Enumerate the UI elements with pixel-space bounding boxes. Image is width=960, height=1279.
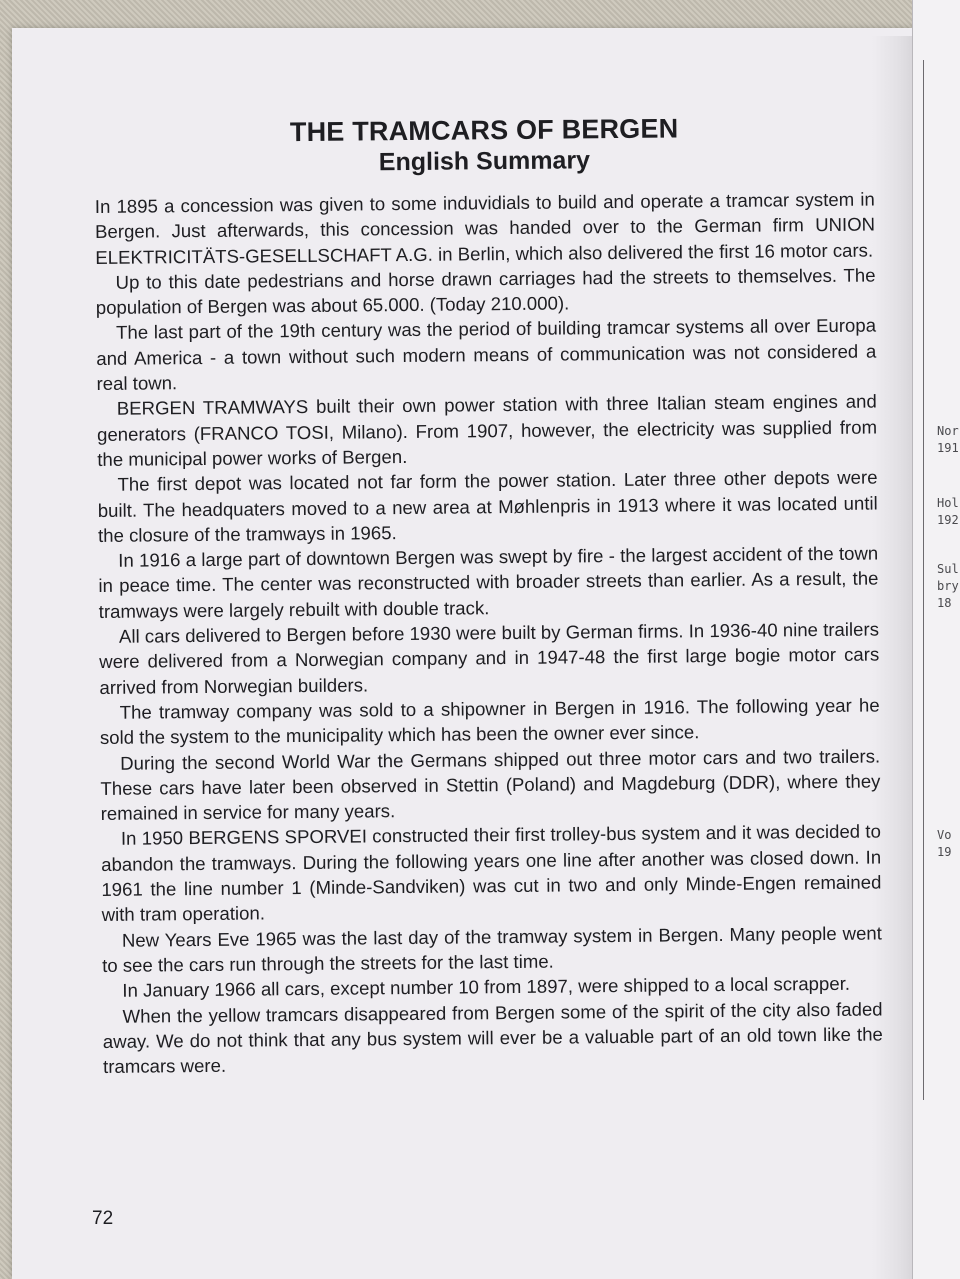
adjacent-page-fragment: Vo <box>937 828 952 842</box>
adjacent-page <box>912 0 960 1279</box>
body-paragraph: In January 1966 all cars, except number 10 from 1897, were shipped to a local scrapper. <box>122 972 851 1001</box>
body-paragraph: During the second World War the Germans shipped out three motor cars and two trailers. These cars have later been observed in Stettin (Poland) and Magdeburg (DDR), where they remained in service for many years. <box>100 745 881 825</box>
adjacent-page-fragment: bry <box>937 579 959 593</box>
body-paragraph: BERGEN TRAMWAYS built their own power station with three Italian steam engines and generators (FRANCO TOSI, Milano). From 1907, however, the electricity was supplied from the municipal power works of Bergen. <box>96 390 878 470</box>
body-paragraph: New Years Eve 1965 was the last day of the tramway system in Bergen. Many people went to see the cars run through the streets for the last time. <box>102 922 882 976</box>
body-paragraph: All cars delivered to Bergen before 1930 were built by German firms. In 1936-40 nine trailers were delivered from a Norwegian company and in 1947-48 the first large bogie motor cars arrived from Norwegian builders. <box>99 618 880 698</box>
body-paragraph: In 1950 BERGENS SPORVEI constructed their first trolley-bus system and it was decided to abandon the tramways. During the following years one line after another was closed down. In 1961 the line number 1 (Minde-Sandviken) was cut in two and only Minde-Engen remained with tram operation. <box>101 820 882 926</box>
page-content <box>94 111 883 1080</box>
adjacent-page-fragment: Sul <box>937 562 959 576</box>
adjacent-page-rule <box>923 60 924 960</box>
adjacent-page-fragment: 192 <box>937 513 959 527</box>
adjacent-page-rule <box>923 960 924 1100</box>
page-title: THE TRAMCARS OF BERGEN <box>289 113 679 148</box>
body-paragraph: The tramway company was sold to a shipowner in Bergen in 1916. The following year he sold the system to the municipality which has been the owner ever since. <box>99 694 880 749</box>
page-subtitle: English Summary <box>378 146 591 177</box>
body-paragraph: The first depot was located not far form the power station. Later three other depots were built. The headquaters moved to a new area at Møhlenpris in 1913 where it was located until the closure of the tramways in 1965. <box>97 466 878 546</box>
adjacent-page-fragment: Nor <box>937 424 959 438</box>
body-paragraph: The last part of the 19th century was the period of building tramcar systems all over Europa and America - a town without such modern means of communication was not considered a real town. <box>96 314 877 395</box>
body-paragraph: In 1916 a large part of downtown Bergen was swept by fire - the largest accident of the town in peace time. The center was reconstructed with broader streets than earlier. As a result, the tramways were largely rebuilt with double track. <box>98 542 879 622</box>
page-number: 72 <box>92 1208 114 1229</box>
body-paragraph: Up to this date pedestrians and horse drawn carriages had the streets to themselves. The population of Bergen was about 65.000. (Today 210.000). <box>95 264 876 319</box>
adjacent-page-fragment: 19 <box>937 845 952 859</box>
body-paragraph: When the yellow tramcars disappeared from Bergen some of the spirit of the city also faded away. We do not think that any bus system will ever be a valuable part of an old town like the tramcars were. <box>102 997 883 1078</box>
adjacent-page-fragment: 18 <box>937 596 952 610</box>
adjacent-page-fragment: Hol <box>937 496 959 510</box>
body-paragraph: In 1895 a concession was given to some induvidials to build and operate a tramcar system in Bergen. Just afterwards, this concession was handed over to the German firm UNION ELEKTRICITÄTS-GESELLSCHAFT A.G. in Berlin, which also delivered the first 16 motor cars. <box>94 188 876 268</box>
adjacent-page-fragment: 191 <box>937 441 959 455</box>
